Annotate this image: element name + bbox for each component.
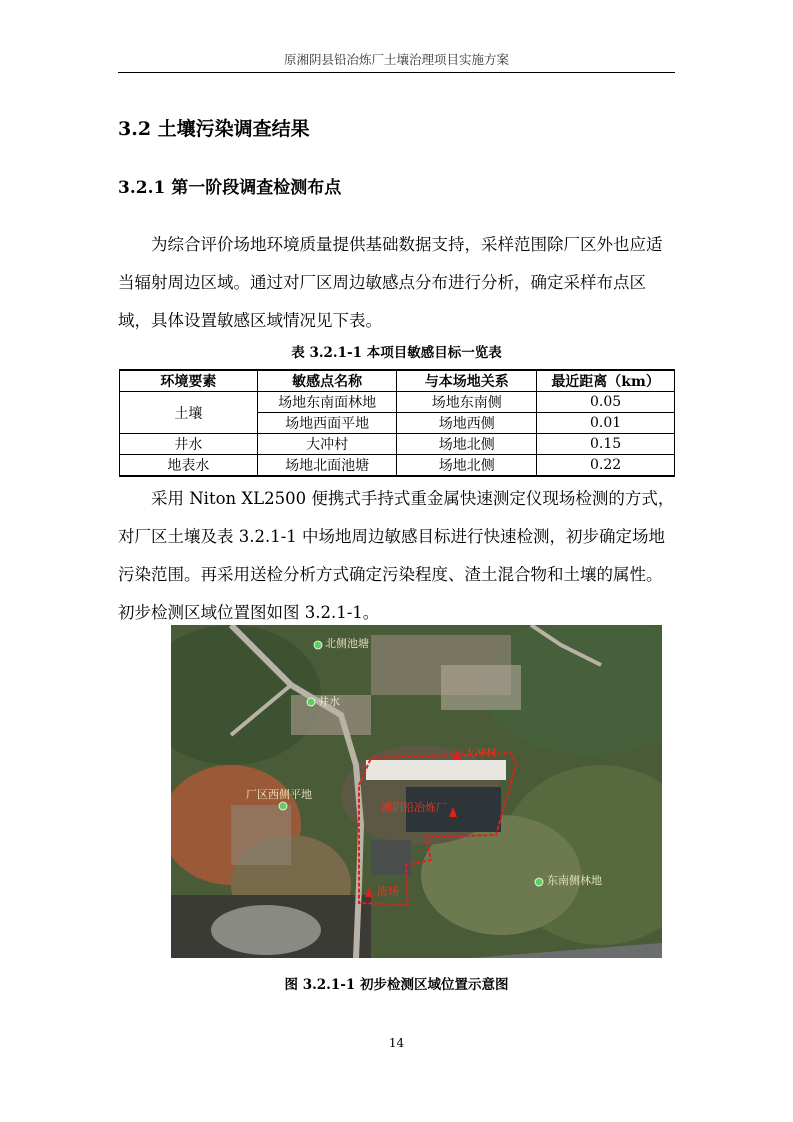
element-cell: 土壤	[120, 392, 258, 434]
label-plant: 湘阴铅冶炼厂	[381, 801, 447, 814]
label-southeast-forest: 东南侧林地	[547, 874, 602, 887]
label-west-land: 厂区西侧平地	[246, 788, 312, 801]
name-cell: 场地东南面林地	[257, 392, 397, 413]
label-dachong: 大冲村	[464, 746, 497, 759]
relation-cell: 场地东南侧	[397, 392, 537, 413]
figure-caption: 图 3.2.1-1 初步检测区域位置示意图	[284, 977, 509, 993]
table-row	[120, 434, 675, 455]
page-header: 原湘阴县铅冶炼厂土壤治理项目实施方案	[283, 52, 509, 67]
subsection-heading: 3.2.1 第一阶段调查检测布点	[118, 178, 342, 198]
label-well: 井水	[318, 695, 340, 708]
distance-cell: 0.05	[537, 392, 675, 413]
distance-cell: 0.01	[537, 413, 675, 434]
label-dump: 渣场	[377, 885, 399, 898]
element-cell: 井水	[120, 434, 258, 455]
name-cell: 大冲村	[257, 434, 397, 455]
table-caption: 表 3.2.1-1 本项目敏感目标一览表	[291, 345, 502, 361]
paragraph-intro	[118, 226, 675, 340]
element-cell: 地表水	[120, 455, 258, 477]
header-cell: 环境要素	[120, 370, 258, 392]
distance-cell: 0.15	[537, 434, 675, 455]
paragraph-method-text: 采用 Niton XL2500 便携式手持式重金属快速测定仪现场检测的方式，对厂区土壤及表 3.2.1-1 中场地周边敏感目标进行快速检测，初步确定场地污染范围。再采用送检分析方式确定污染程度、渣土混合物和土壤的属性。初步检测区域位置图如图 3.2.1-1。	[118, 489, 675, 622]
relation-cell: 场地北侧	[397, 455, 537, 477]
table-row	[120, 392, 675, 413]
header-cell: 与本场地关系	[397, 370, 537, 392]
name-cell: 场地北面池塘	[257, 455, 397, 477]
table-header-row	[120, 370, 675, 392]
section-heading: 3.2 土壤污染调查结果	[118, 118, 310, 140]
table-row	[120, 455, 675, 477]
paragraph-intro-text: 为综合评价场地环境质量提供基础数据支持，采样范围除厂区外也应适当辐射周边区域。通过对厂区周边敏感点分布进行分析，确定采样布点区域，具体设置敏感区域情况见下表。	[118, 235, 663, 330]
distance-cell: 0.22	[537, 455, 675, 477]
sensitive-targets-table	[119, 369, 675, 477]
page-number: 14	[388, 1036, 405, 1050]
header-cell: 最近距离（km）	[537, 370, 675, 392]
paragraph-method	[118, 480, 675, 632]
satellite-map	[171, 625, 662, 958]
name-cell: 场地西面平地	[257, 413, 397, 434]
relation-cell: 场地北侧	[397, 434, 537, 455]
header-cell: 敏感点名称	[257, 370, 397, 392]
satellite-map-figure	[171, 625, 662, 958]
label-north-pond: 北侧池塘	[325, 637, 369, 650]
header-rule	[118, 72, 675, 73]
relation-cell: 场地西侧	[397, 413, 537, 434]
